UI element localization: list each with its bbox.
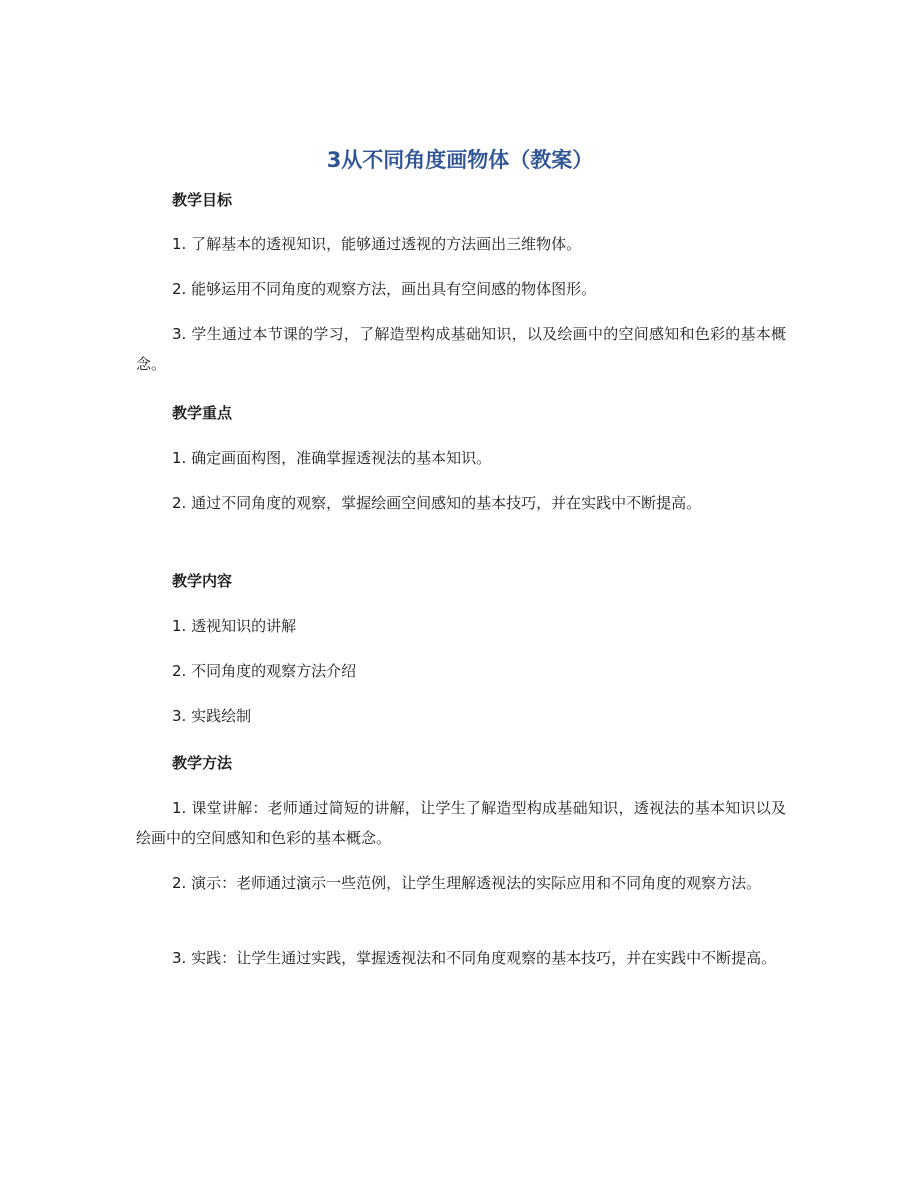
method-item-3: 3. 实践：让学生通过实践，掌握透视法和不同角度观察的基本技巧，并在实践中不断提高。	[172, 949, 777, 967]
content-item-1: 1. 透视知识的讲解	[172, 617, 297, 635]
section-heading-objectives: 教学目标	[172, 191, 233, 209]
objective-item-2: 2. 能够运用不同角度的观察方法，画出具有空间感的物体图形。	[172, 280, 597, 298]
section-heading-methods: 教学方法	[172, 754, 233, 772]
key-point-item-2: 2. 通过不同角度的观察，掌握绘画空间感知的基本技巧，并在实践中不断提高。	[172, 494, 702, 512]
objective-item-1: 1. 了解基本的透视知识，能够通过透视的方法画出三维物体。	[172, 235, 582, 253]
section-heading-content: 教学内容	[172, 572, 233, 590]
method-item-2: 2. 演示：老师通过演示一些范例，让学生理解透视法的实际应用和不同角度的观察方法。	[172, 874, 762, 892]
objective-item-3: 3. 学生通过本节课的学习，了解造型构成基础知识，以及绘画中的空间感知和色彩的基本概念。	[136, 325, 786, 373]
content-item-2: 2. 不同角度的观察方法介绍	[172, 662, 357, 680]
section-heading-key-points: 教学重点	[172, 404, 233, 422]
content-item-3: 3. 实践绘制	[172, 707, 252, 725]
document-title: 3从不同角度画物体（教案）	[326, 148, 594, 172]
key-point-item-1: 1. 确定画面构图，准确掌握透视法的基本知识。	[172, 449, 492, 467]
method-item-1: 1. 课堂讲解：老师通过简短的讲解，让学生了解造型构成基础知识，透视法的基本知识以及绘画中的空间感知和色彩的基本概念。	[136, 799, 786, 847]
